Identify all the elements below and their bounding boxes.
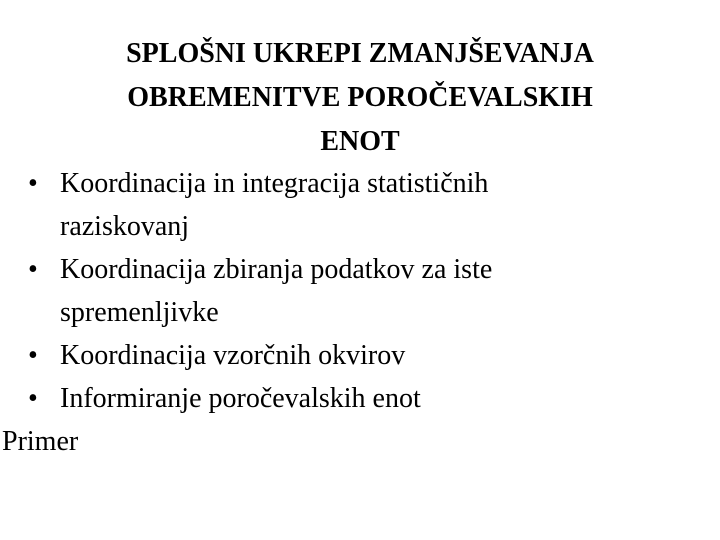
title-line: OBREMENITVE POROČEVALSKIH	[127, 82, 593, 113]
title-line: SPLOŠNI UKREPI ZMANJŠEVANJA	[126, 38, 594, 69]
bullet-list	[2, 162, 688, 463]
bullet-item	[28, 162, 688, 248]
bullet-text: spremenljivke	[60, 297, 219, 328]
bullet-text: • Informiranje poročevalskih enot	[60, 383, 421, 414]
bullet-item	[28, 377, 688, 420]
bullet-text: • Koordinacija in integracija statističnih	[60, 168, 489, 199]
title-line: ENOT	[320, 126, 400, 157]
trailing-text	[2, 420, 688, 463]
bullet-text: • Koordinacija vzorčnih okvirov	[60, 340, 406, 371]
bullet-text: raziskovanj	[60, 211, 190, 242]
slide-title	[40, 32, 680, 164]
bullet-item	[28, 248, 688, 334]
bullet-text: • Koordinacija zbiranja podatkov za iste	[60, 254, 493, 285]
bullet-item	[28, 334, 688, 377]
primer-label: Primer	[2, 426, 79, 457]
